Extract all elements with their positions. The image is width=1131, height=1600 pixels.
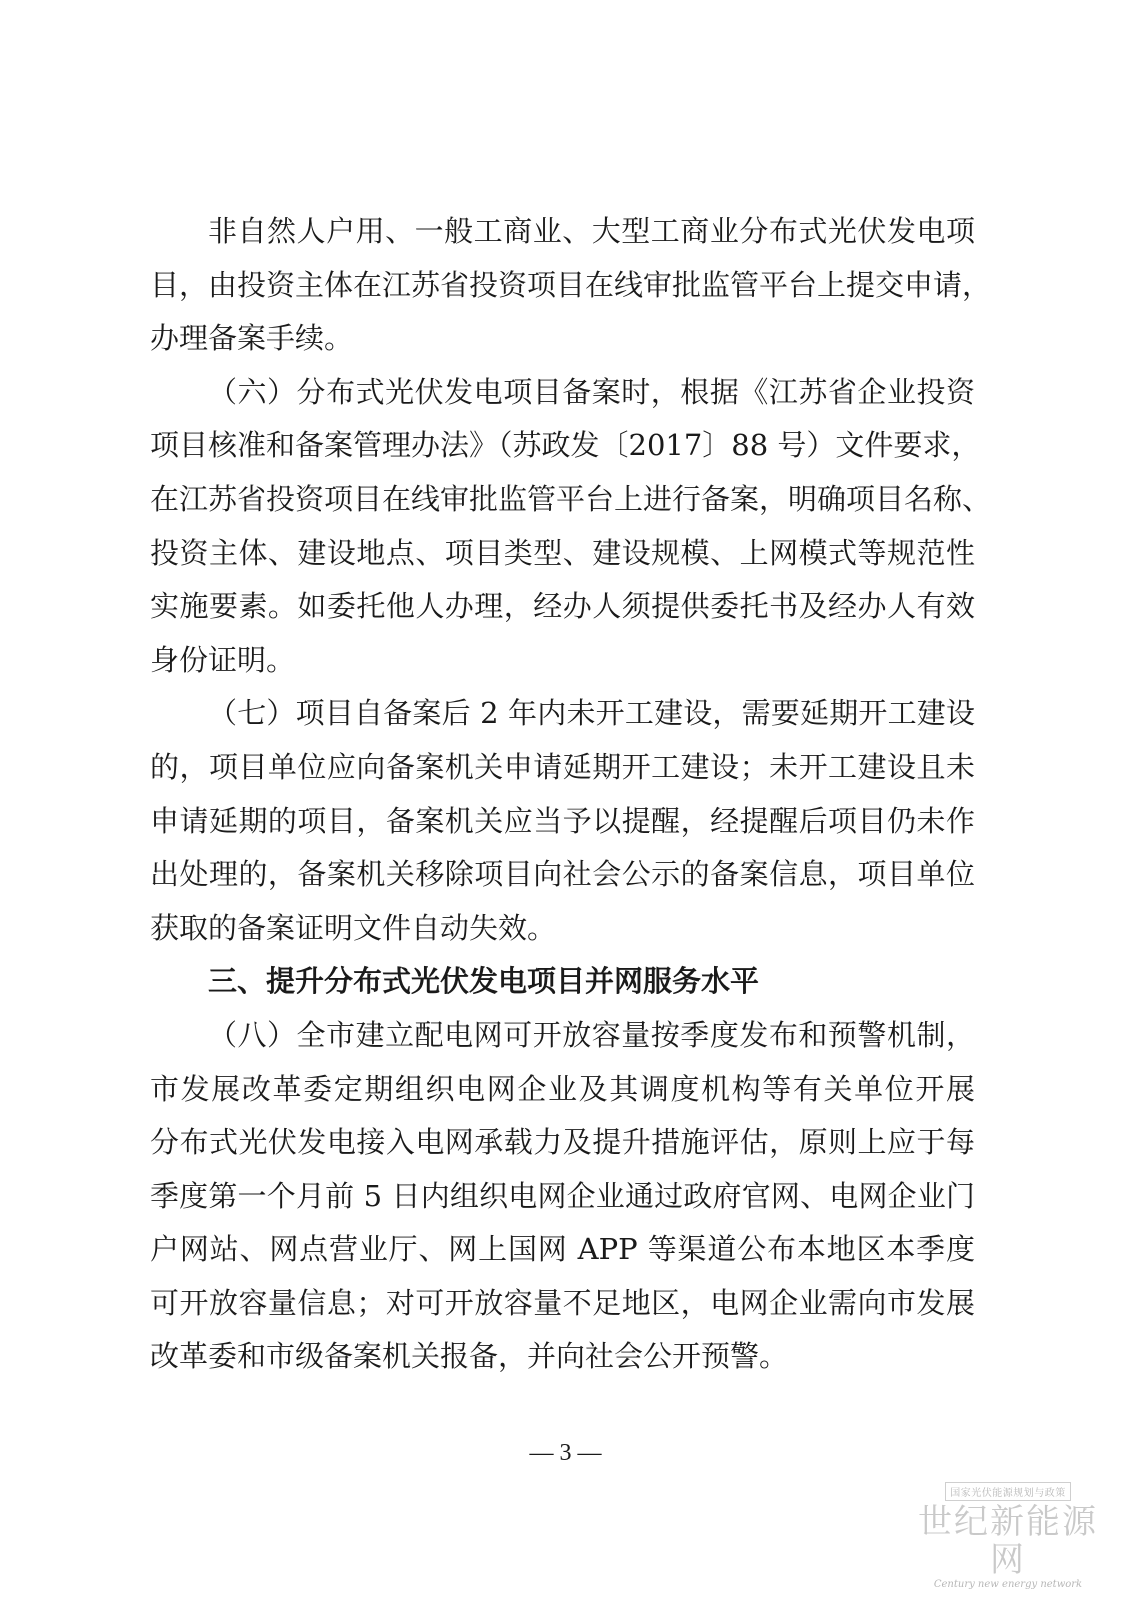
text-line: 获取的备案证明文件自动失效。	[150, 910, 557, 945]
text-line: 在江苏省投资项目在线审批监管平台上进行备案，明确项目名称、	[150, 481, 992, 516]
text-line: 投资主体、建设地点、项目类型、建设规模、上网模式等规范性	[150, 535, 975, 570]
text-line: 身份证明。	[150, 642, 296, 677]
text-line: 改革委和市级备案机关报备，并向社会公开预警。	[150, 1339, 789, 1374]
text-line: 户网站、网点营业厅、网上国网 APP 等渠道公布本地区本季度	[150, 1232, 975, 1267]
text-line: 非自然人户用、一般工商业、大型工商业分布式光伏发电项	[208, 214, 975, 248]
watermark-sub-text: Century new energy network	[933, 1579, 1083, 1590]
text-line: 办理备案手续。	[150, 321, 354, 356]
text-line: 的，项目单位应向备案机关申请延期开工建设；未开工建设且未	[150, 749, 975, 784]
section-heading: 三、提升分布式光伏发电项目并网服务水平	[208, 964, 760, 999]
text-line: 可开放容量信息；对可开放容量不足地区，电网企业需向市发展	[150, 1285, 975, 1320]
text-line: 市发展改革委定期组织电网企业及其调度机构等有关单位开展	[150, 1071, 975, 1106]
page-number: — 3 —	[529, 1440, 602, 1466]
text-line: 项目核准和备案管理办法》（苏政发〔2017〕88 号）文件要求，	[150, 428, 981, 463]
watermark-top-text: 国家光伏能源规划与政策	[945, 1482, 1071, 1501]
text-line: （八）全市建立配电网可开放容量按季度发布和预警机制，	[208, 1017, 975, 1052]
text-line: 季度第一个月前 5 日内组织电网企业通过政府官网、电网企业门	[150, 1178, 975, 1213]
text-line: 申请延期的项目，备案机关应当予以提醒，经提醒后项目仍未作	[150, 803, 975, 838]
text-line: 分布式光伏发电接入电网承载力及提升措施评估，原则上应于每	[150, 1125, 975, 1160]
text-line: （六）分布式光伏发电项目备案时，根据《江苏省企业投资	[208, 374, 975, 409]
text-line: 出处理的，备案机关移除项目向社会公示的备案信息，项目单位	[150, 857, 975, 892]
text-line: （七）项目自备案后 2 年内未开工建设，需要延期开工建设	[208, 696, 975, 731]
text-line: 实施要素。如委托他人办理，经办人须提供委托书及经办人有效	[150, 589, 975, 624]
document-body	[150, 205, 992, 1384]
text-line: 目，由投资主体在江苏省投资项目在线审批监管平台上提交申请，	[150, 267, 992, 302]
watermark-logo	[913, 1481, 1103, 1590]
watermark-main-text: 世纪新能源网	[918, 1502, 1098, 1580]
